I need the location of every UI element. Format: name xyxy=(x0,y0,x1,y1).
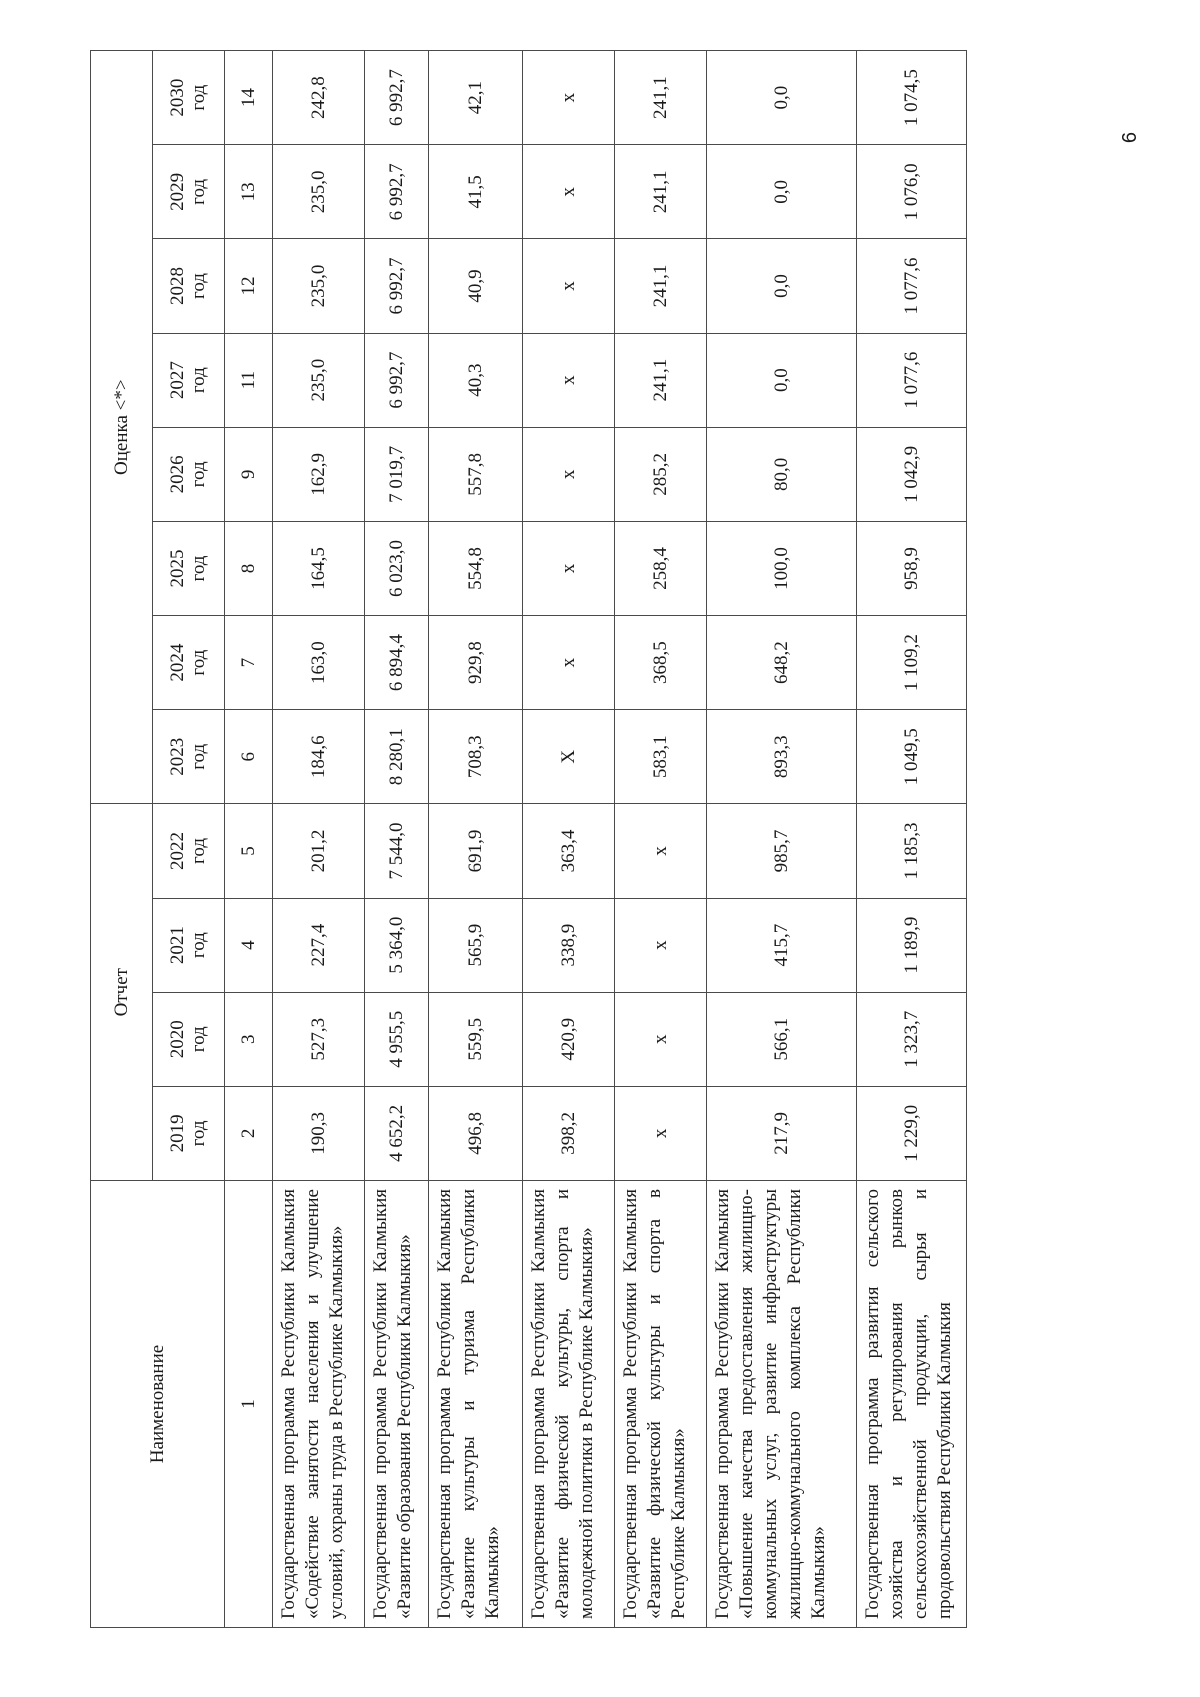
year-label: 2019 xyxy=(166,1114,188,1153)
value-cell: 958,9 xyxy=(857,521,967,615)
value-cell: 565,9 xyxy=(429,898,523,992)
header-row-groups xyxy=(91,51,153,1628)
value-cell: х xyxy=(523,239,615,333)
value-cell: 285,2 xyxy=(615,427,707,521)
value-cell: 1 077,6 xyxy=(857,333,967,427)
value-cell: 566,1 xyxy=(707,992,857,1086)
value-cell: 235,0 xyxy=(273,333,365,427)
value-cell: 1 042,9 xyxy=(857,427,967,521)
table-row xyxy=(615,51,707,1628)
column-number: 8 xyxy=(225,521,273,615)
value-cell: 583,1 xyxy=(615,710,707,804)
value-cell: 415,7 xyxy=(707,898,857,992)
table-row xyxy=(857,51,967,1628)
year-unit: год xyxy=(187,743,209,770)
value-cell: 40,9 xyxy=(429,239,523,333)
column-number: 3 xyxy=(225,992,273,1086)
year-label: 2020 xyxy=(166,1020,188,1059)
value-cell: х xyxy=(615,992,707,1086)
year-unit: год xyxy=(187,367,209,394)
value-cell: 691,9 xyxy=(429,804,523,898)
value-cell: 241,1 xyxy=(615,333,707,427)
value-cell: 985,7 xyxy=(707,804,857,898)
year-header xyxy=(153,427,225,521)
year-header xyxy=(153,333,225,427)
value-cell: х xyxy=(615,804,707,898)
table-row xyxy=(273,51,365,1628)
value-cell: 368,5 xyxy=(615,616,707,710)
page-number: 6 xyxy=(1119,131,1142,144)
year-unit: год xyxy=(187,837,209,864)
value-cell: 7 019,7 xyxy=(365,427,429,521)
year-label: 2026 xyxy=(166,455,188,494)
year-unit: год xyxy=(187,932,209,959)
year-header xyxy=(153,804,225,898)
value-cell: 1 109,2 xyxy=(857,616,967,710)
value-cell: 227,4 xyxy=(273,898,365,992)
value-cell: 6 023,0 xyxy=(365,521,429,615)
program-name: Государственная программа Республики Калмыкия «Развитие физической культуры, спорта и молодежной политики в Республике Калмыкия» xyxy=(523,1181,615,1628)
value-cell: 184,6 xyxy=(273,710,365,804)
value-cell: 1 323,7 xyxy=(857,992,967,1086)
program-name: Государственная программа Республики Калмыкия «Содействие занятости населения и улучшение условий, охраны труда в Республике Калмыкия» xyxy=(273,1181,365,1628)
value-cell: 559,5 xyxy=(429,992,523,1086)
value-cell: 7 544,0 xyxy=(365,804,429,898)
year-unit: год xyxy=(187,273,209,299)
year-unit: год xyxy=(187,461,209,488)
column-number: 2 xyxy=(225,1086,273,1180)
year-unit: год xyxy=(187,555,209,582)
value-cell: 0,0 xyxy=(707,239,857,333)
value-cell: 420,9 xyxy=(523,992,615,1086)
value-cell: 5 364,0 xyxy=(365,898,429,992)
value-cell: Х xyxy=(523,710,615,804)
value-cell: 40,3 xyxy=(429,333,523,427)
value-cell: 258,4 xyxy=(615,521,707,615)
column-number: 13 xyxy=(225,145,273,239)
value-cell: х xyxy=(523,333,615,427)
value-cell: 496,8 xyxy=(429,1086,523,1180)
year-header xyxy=(153,898,225,992)
year-header xyxy=(153,992,225,1086)
year-label: 2028 xyxy=(166,267,188,306)
value-cell: 1 077,6 xyxy=(857,239,967,333)
value-cell: х xyxy=(523,145,615,239)
value-cell: 100,0 xyxy=(707,521,857,615)
year-label: 2030 xyxy=(166,78,188,117)
table-row xyxy=(365,51,429,1628)
year-label: 2022 xyxy=(166,831,188,870)
value-cell: 201,2 xyxy=(273,804,365,898)
column-number: 14 xyxy=(225,51,273,145)
column-number: 5 xyxy=(225,804,273,898)
year-label: 2025 xyxy=(166,549,188,588)
year-label: 2029 xyxy=(166,172,188,211)
value-cell: 80,0 xyxy=(707,427,857,521)
value-cell: 235,0 xyxy=(273,239,365,333)
value-cell: х xyxy=(615,898,707,992)
column-number: 6 xyxy=(225,710,273,804)
column-number: 12 xyxy=(225,239,273,333)
value-cell: 162,9 xyxy=(273,427,365,521)
year-header xyxy=(153,521,225,615)
value-cell: 648,2 xyxy=(707,616,857,710)
year-unit: год xyxy=(187,1026,209,1053)
table-row xyxy=(707,51,857,1628)
table-row xyxy=(429,51,523,1628)
value-cell: 190,3 xyxy=(273,1086,365,1180)
value-cell: 163,0 xyxy=(273,616,365,710)
column-number: 4 xyxy=(225,898,273,992)
value-cell: 241,1 xyxy=(615,239,707,333)
value-cell: 42,1 xyxy=(429,51,523,145)
year-header xyxy=(153,616,225,710)
year-unit: год xyxy=(187,178,209,205)
value-cell: 1 076,0 xyxy=(857,145,967,239)
value-cell: 0,0 xyxy=(707,145,857,239)
year-label: 2023 xyxy=(166,737,188,776)
value-cell: х xyxy=(523,521,615,615)
program-name: Государственная программа Республики Калмыкия «Развитие физической культуры и спорта в Республике Калмыкия» xyxy=(615,1181,707,1628)
value-cell: 1 189,9 xyxy=(857,898,967,992)
year-unit: год xyxy=(187,649,209,676)
value-cell: 554,8 xyxy=(429,521,523,615)
estimate-header: Оценка <*> xyxy=(91,51,153,804)
value-cell: 1 074,5 xyxy=(857,51,967,145)
value-cell: 241,1 xyxy=(615,145,707,239)
value-cell: 4 652,2 xyxy=(365,1086,429,1180)
value-cell: х xyxy=(523,427,615,521)
value-cell: 893,3 xyxy=(707,710,857,804)
value-cell: 8 280,1 xyxy=(365,710,429,804)
value-cell: 338,9 xyxy=(523,898,615,992)
program-name: Государственная программа Республики Калмыкия «Развитие образования Республики Калмыкия» xyxy=(365,1181,429,1628)
value-cell: 41,5 xyxy=(429,145,523,239)
value-cell: 6 992,7 xyxy=(365,333,429,427)
value-cell: 1 229,0 xyxy=(857,1086,967,1180)
value-cell: 0,0 xyxy=(707,333,857,427)
column-number-row xyxy=(225,51,273,1628)
column-number: 9 xyxy=(225,427,273,521)
budget-table xyxy=(90,50,967,1628)
column-number: 7 xyxy=(225,616,273,710)
value-cell: 6 894,4 xyxy=(365,616,429,710)
value-cell: 6 992,7 xyxy=(365,51,429,145)
program-name: Государственная программа развития сельского хозяйства и регулирования рынков сельскохозяйственной продукции, сырья и продовольствия Республики Калмыкия xyxy=(857,1181,967,1628)
value-cell: 6 992,7 xyxy=(365,239,429,333)
program-name: Государственная программа Республики Калмыкия «Повышение качества предоставления жилищно-коммунальных услуг, развитие инфраструктуры жилищно-коммунального комплекса Республики Калмыкия» xyxy=(707,1181,857,1628)
year-label: 2027 xyxy=(166,361,188,400)
table-row xyxy=(523,51,615,1628)
value-cell: 164,5 xyxy=(273,521,365,615)
year-header xyxy=(153,710,225,804)
value-cell: 4 955,5 xyxy=(365,992,429,1086)
value-cell: х xyxy=(523,51,615,145)
program-name: Государственная программа Республики Калмыкия «Развитие культуры и туризма Республики Калмыкия» xyxy=(429,1181,523,1628)
value-cell: 398,2 xyxy=(523,1086,615,1180)
value-cell: 241,1 xyxy=(615,51,707,145)
value-cell: 1 049,5 xyxy=(857,710,967,804)
value-cell: 929,8 xyxy=(429,616,523,710)
value-cell: 1 185,3 xyxy=(857,804,967,898)
value-cell: 527,3 xyxy=(273,992,365,1086)
value-cell: 557,8 xyxy=(429,427,523,521)
year-unit: год xyxy=(187,1120,209,1147)
value-cell: 6 992,7 xyxy=(365,145,429,239)
year-header xyxy=(153,145,225,239)
year-header xyxy=(153,51,225,145)
year-header xyxy=(153,239,225,333)
year-label: 2024 xyxy=(166,643,188,682)
column-number: 1 xyxy=(225,1181,273,1628)
year-label: 2021 xyxy=(166,926,188,965)
column-number: 11 xyxy=(225,333,273,427)
value-cell: 363,4 xyxy=(523,804,615,898)
value-cell: 217,9 xyxy=(707,1086,857,1180)
value-cell: 235,0 xyxy=(273,145,365,239)
year-header xyxy=(153,1086,225,1180)
value-cell: 708,3 xyxy=(429,710,523,804)
value-cell: 0,0 xyxy=(707,51,857,145)
value-cell: х xyxy=(615,1086,707,1180)
year-unit: год xyxy=(187,84,209,111)
name-header: Наименование xyxy=(91,1181,225,1628)
report-header: Отчет xyxy=(91,804,153,1181)
value-cell: 242,8 xyxy=(273,51,365,145)
value-cell: х xyxy=(523,616,615,710)
